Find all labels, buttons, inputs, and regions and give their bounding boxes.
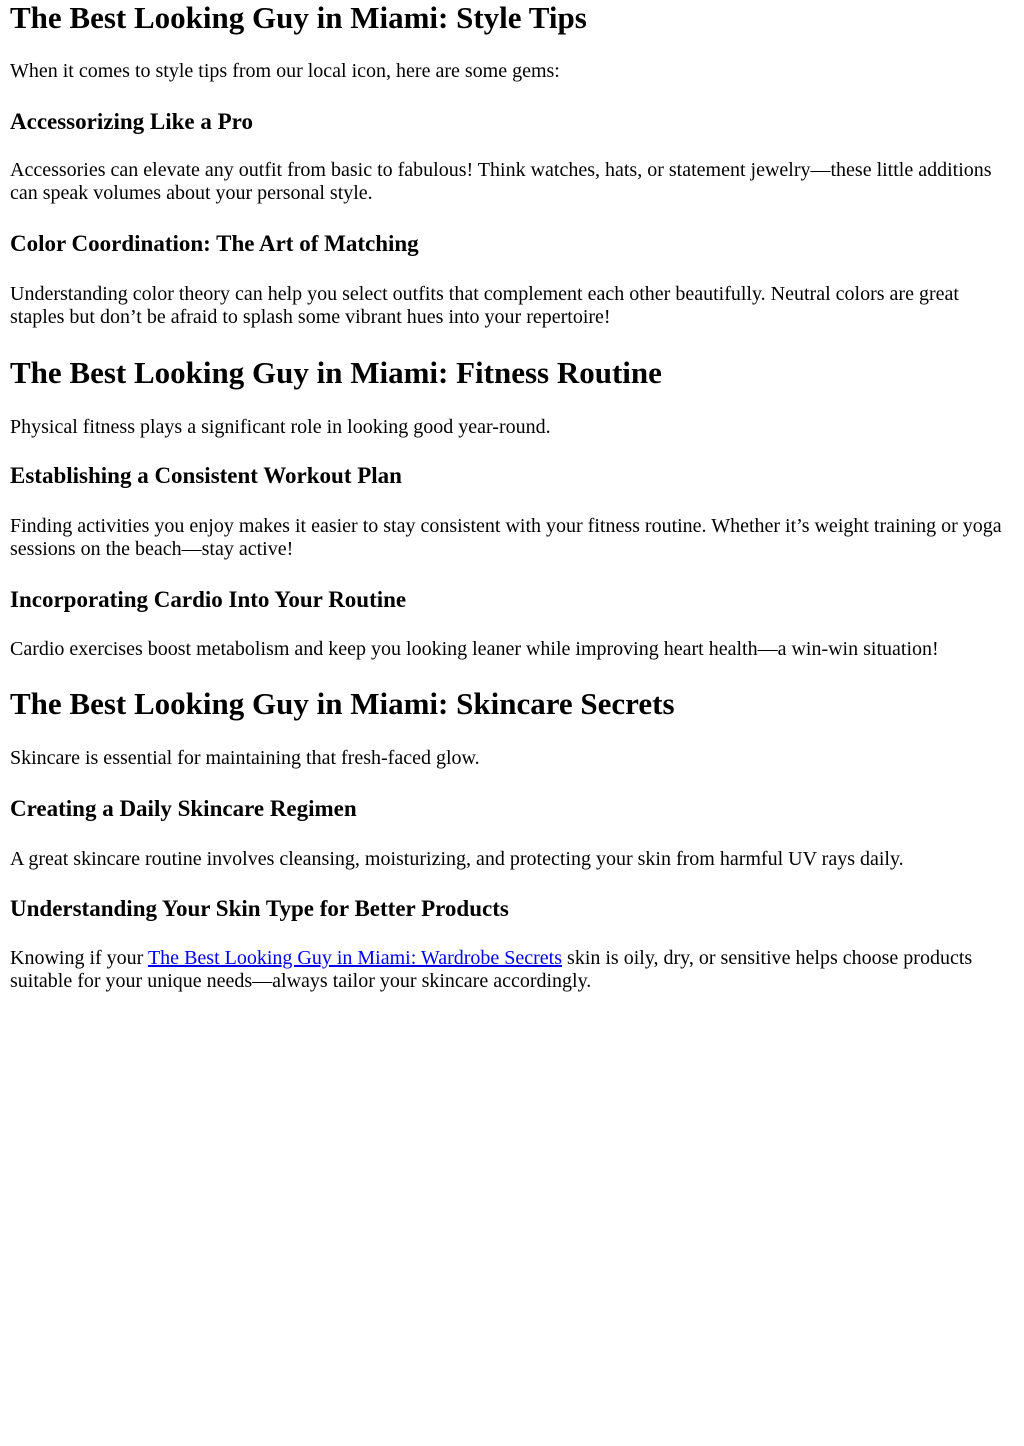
subheading-workout-plan: Establishing a Consistent Workout Plan xyxy=(10,463,402,488)
wardrobe-secrets-link[interactable]: The Best Looking Guy in Miami: Wardrobe Secrets xyxy=(147,947,563,969)
section-heading-style-tips: The Best Looking Guy in Miami: Style Tips xyxy=(10,0,587,35)
paragraph-text-after-link: skin is oily, dry, or sensitive helps choose products suitable for your unique needs—always tailor your skincare accordingly. xyxy=(10,947,973,992)
section-heading-skincare-secrets: The Best Looking Guy in Miami: Skincare Secrets xyxy=(10,686,675,721)
subheading-skin-type: Understanding Your Skin Type for Better Products xyxy=(10,896,509,921)
section-heading-fitness-routine: The Best Looking Guy in Miami: Fitness Routine xyxy=(10,355,662,390)
paragraph-color-coordination: Understanding color theory can help you select outfits that complement each other beautifully. Neutral colors are great staples but don’t be afraid to splash some vibrant hues into your repertoire! xyxy=(10,283,959,328)
section-intro-fitness-routine: Physical fitness plays a significant role in looking good year-round. xyxy=(10,416,551,438)
subheading-skincare-regimen: Creating a Daily Skincare Regimen xyxy=(10,796,357,821)
paragraph-skincare-regimen: A great skincare routine involves cleansing, moisturizing, and protecting your skin from harmful UV rays daily. xyxy=(10,848,904,870)
section-intro-skincare-secrets: Skincare is essential for maintaining that fresh-faced glow. xyxy=(10,747,480,769)
paragraph-skin-type xyxy=(10,947,1010,993)
paragraph-text-before-link: Knowing if your xyxy=(10,947,148,969)
subheading-accessorizing: Accessorizing Like a Pro xyxy=(10,109,253,134)
section-intro-style-tips: When it comes to style tips from our local icon, here are some gems: xyxy=(10,60,560,82)
paragraph-cardio: Cardio exercises boost metabolism and keep you looking leaner while improving heart health—a win-win situation! xyxy=(10,638,939,660)
subheading-cardio: Incorporating Cardio Into Your Routine xyxy=(10,587,407,612)
subheading-color-coordination: Color Coordination: The Art of Matching xyxy=(10,231,419,256)
paragraph-workout-plan: Finding activities you enjoy makes it easier to stay consistent with your fitness routine. Whether it’s weight training or yoga sessions on the beach—stay active! xyxy=(10,515,1002,560)
paragraph-accessorizing: Accessories can elevate any outfit from basic to fabulous! Think watches, hats, or statement jewelry—these little additions can speak volumes about your personal style. xyxy=(10,159,992,204)
